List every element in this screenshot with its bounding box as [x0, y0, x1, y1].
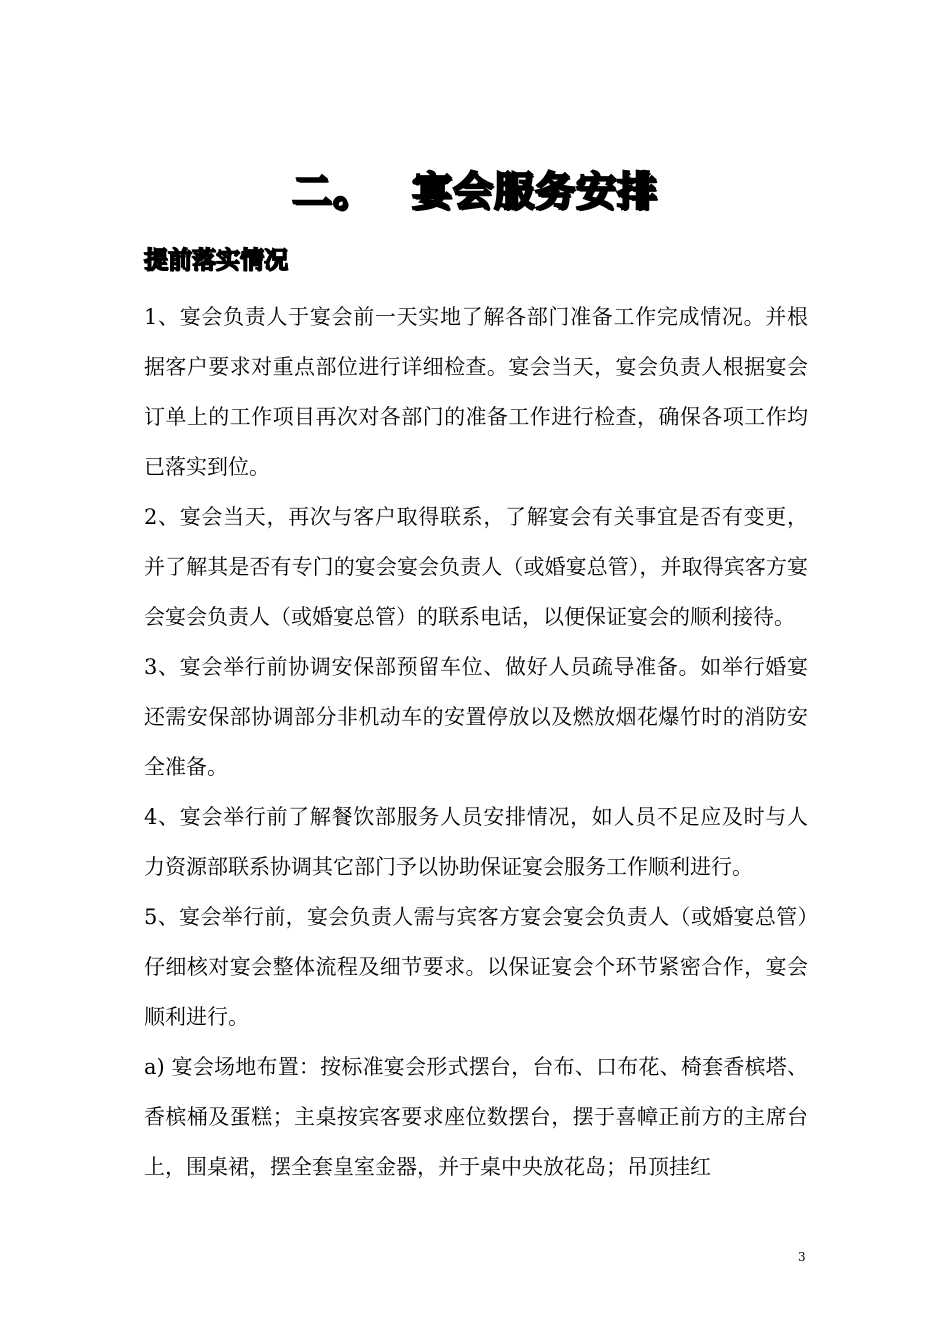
paragraph-2: 2、宴会当天，再次与客户取得联系，了解宴会有关事宜是否有变更，并了解其是否有专门的宴会宴会负责人（或婚宴总管），并取得宾客方宴会宴会负责人（或婚宴总管）的联系电话，以便保证宴会的顺利接待。 [144, 505, 808, 629]
page-title [0, 160, 950, 217]
section-heading: 提前落实情况 [144, 246, 288, 274]
paragraph-5: 5、宴会举行前，宴会负责人需与宾客方宴会宴会负责人（或婚宴总管）仔细核对宴会整体流程及细节要求。以保证宴会个环节紧密合作，宴会顺利进行。 [144, 905, 808, 1029]
paragraph-1: 1、宴会负责人于宴会前一天实地了解各部门准备工作完成情况。并根据客户要求对重点部位进行详细检查。宴会当天，宴会负责人根据宴会订单上的工作项目再次对各部门的准备工作进行检查，确保各项工作均已落实到位。 [144, 305, 808, 479]
paragraph-4: 4、宴会举行前了解餐饮部服务人员安排情况，如人员不足应及时与人力资源部联系协调其它部门予以协助保证宴会服务工作顺利进行。 [144, 805, 808, 879]
page-number: 3 [798, 1250, 806, 1264]
title-number: 二。 [292, 169, 374, 215]
paragraph-a: a) 宴会场地布置：按标准宴会形式摆台，台布、口布花、椅套香槟塔、香槟桶及蛋糕；主桌按宾客要求座位数摆台，摆于喜幛正前方的主席台上，围桌裙，摆全套皇室金器，并于桌中央放花岛；吊顶挂红 [144, 1055, 808, 1179]
body-text [144, 292, 808, 1192]
paragraph-3: 3、宴会举行前协调安保部预留车位、做好人员疏导准备。如举行婚宴还需安保部协调部分非机动车的安置停放以及燃放烟花爆竹时的消防安全准备。 [144, 655, 808, 779]
title-text: 宴会服务安排 [412, 169, 658, 215]
